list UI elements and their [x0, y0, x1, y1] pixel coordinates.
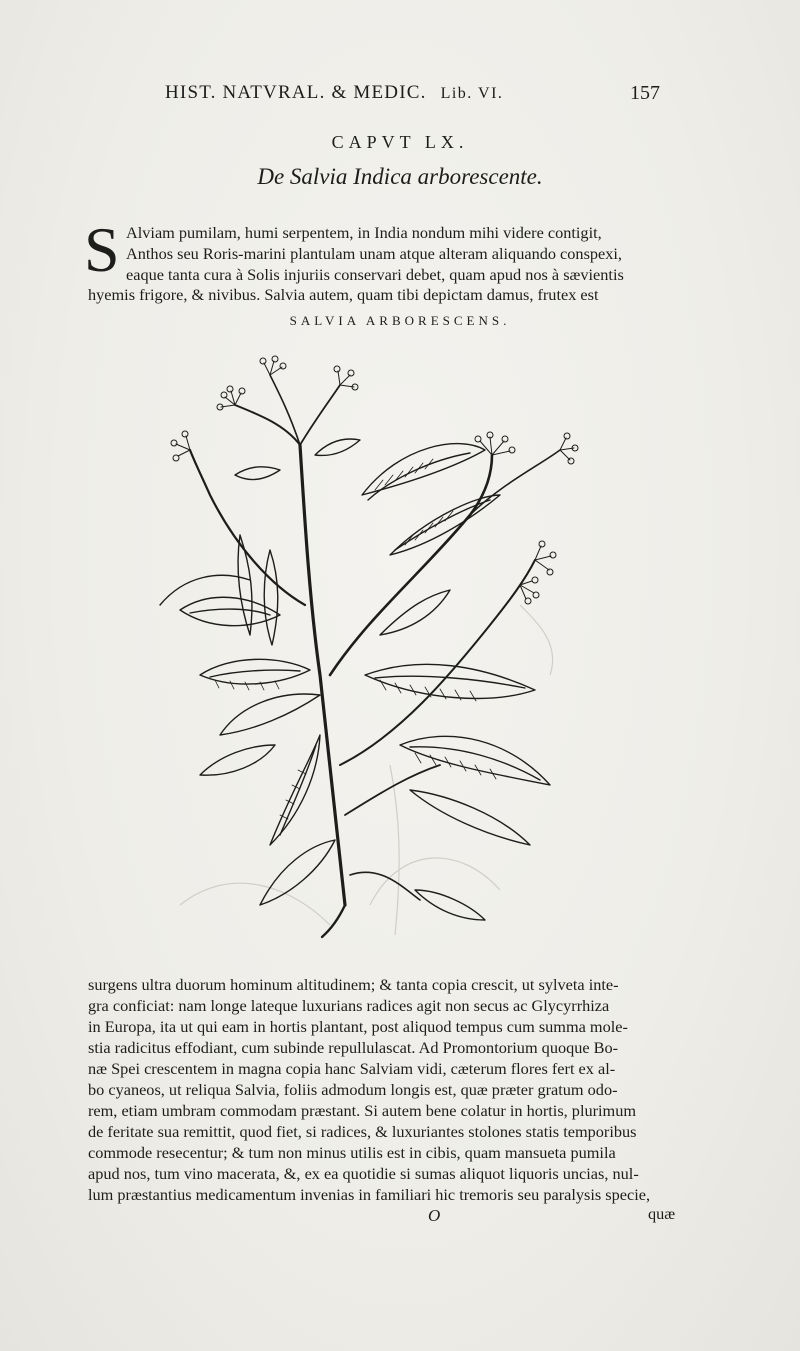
- drop-cap-initial: S: [84, 214, 120, 285]
- running-head-book: Lib. VI.: [440, 85, 504, 102]
- body-line: in Europa, ita ut qui eam in hortis plantant, post aliquod tempus cum summa mole-: [88, 1017, 628, 1036]
- intro-line: hyemis frigore, & nivibus. Salvia autem, quam tibi depictam damus, frutex est: [88, 285, 599, 304]
- intro-line: eaque tanta cura à Solis injuriis conservari debet, quam apud nos à sævientis: [126, 265, 624, 284]
- body-line: surgens ultra duorum hominum altitudinem; & tanta copia crescit, ut sylveta inte-: [88, 975, 619, 994]
- intro-line: Alviam pumilam, humi serpentem, in India nondum mihi videre contigit,: [126, 223, 602, 242]
- salvia-plant-illustration: [140, 345, 580, 945]
- body-line: de feritate sua remittit, quod fiet, si radices, & luxuriantes stolones statis temporibus: [88, 1122, 637, 1141]
- intro-line: Anthos seu Roris-marini plantulam unam atque alteram aliquando conspexi,: [126, 244, 623, 263]
- chapter-title: De Salvia Indica arborescente.: [257, 164, 543, 189]
- figure-caption: SALVIA ARBORESCENS.: [289, 313, 511, 328]
- body-line: stia radicitus effodiant, cum subinde repullulascat. Ad Promontorium quoque Bo-: [88, 1038, 619, 1057]
- body-line: bo cyaneos, ut reliqua Salvia, foliis admodum longis est, quæ præter gratum odo-: [88, 1080, 618, 1099]
- body-line: commode resecentur; & tum non minus utilis est in cibis, quam mansueta pumila: [88, 1143, 616, 1162]
- chapter-number: CAPVT LX.: [331, 132, 469, 152]
- show-through-ghost-drawing: [180, 605, 553, 935]
- body-line: rem, etiam umbram commodam præstant. Si autem bene colatur in hortis, plurimum: [88, 1101, 637, 1120]
- plant-linework: [160, 356, 578, 937]
- signature-mark: O: [428, 1206, 441, 1225]
- catchword: quæ: [648, 1204, 676, 1223]
- body-line: lum præstantius medicamentum invenias in familiari hic tremoris seu paralysis specie,: [88, 1185, 651, 1204]
- running-head-title: HIST. NATVRAL. & MEDIC.: [165, 82, 427, 103]
- body-line: apud nos, tum vino macerata, &, ex ea quotidie si sumas aliquot liquoris uncias, nul-: [88, 1164, 639, 1183]
- body-line: næ Spei crescentem in magna copia hanc Salviam vidi, cæterum flores fert ex al-: [88, 1059, 616, 1078]
- body-line: gra conficiat: nam longe lateque luxurians radices agit non secus ac Glycyrrhiza: [88, 996, 610, 1015]
- page-number: 157: [630, 82, 660, 104]
- running-head: [165, 82, 765, 104]
